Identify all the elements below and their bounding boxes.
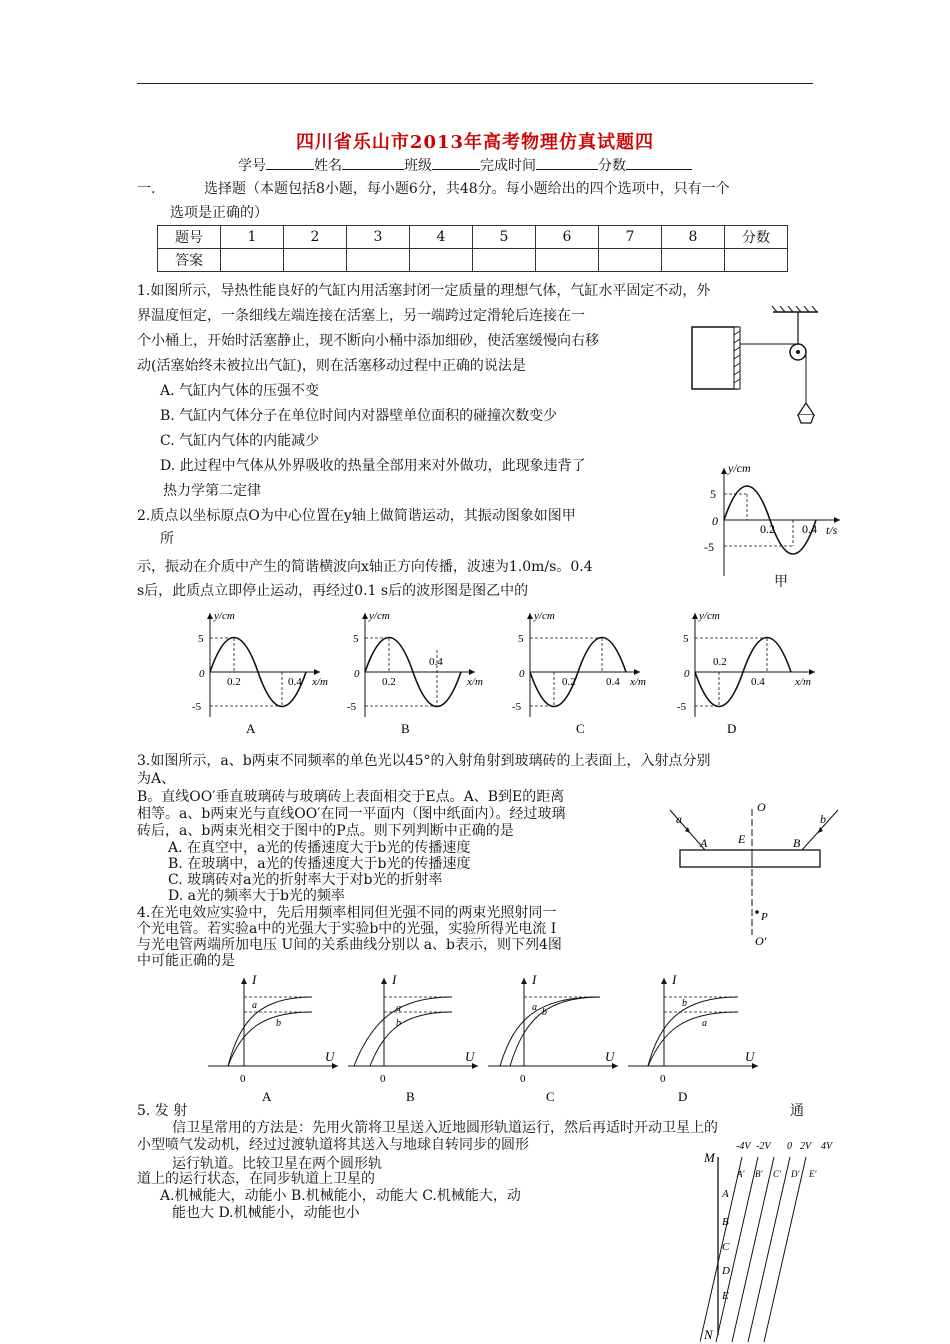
prime-point-label: D' <box>791 1169 800 1179</box>
q1-line3: 个小桶上，开始时活塞静止，现不断向小桶中添加细砂，使活塞缓慢向右移 <box>137 333 599 349</box>
class-blank[interactable] <box>432 155 480 170</box>
answer-cell[interactable] <box>284 249 347 272</box>
opt-b-label: B <box>401 721 410 736</box>
answer-cell[interactable] <box>599 249 662 272</box>
header-rule <box>137 83 813 84</box>
table-cell: 分数 <box>725 226 788 249</box>
point-label: D <box>722 1265 730 1277</box>
iu-b-curve-a: a <box>396 1003 401 1014</box>
iu-d-curve-a: a <box>702 1018 707 1029</box>
table-cell: 答案 <box>158 249 221 272</box>
q3-option-d: D. a光的频率大于b光的频率 <box>168 888 345 904</box>
answer-table-answer-row <box>158 249 788 272</box>
opt-b-y5: 5 <box>353 633 359 645</box>
jia-origin: 0 <box>712 514 718 528</box>
jia-y5: 5 <box>710 487 716 501</box>
opt-d-t2: 0.4 <box>751 676 765 688</box>
q3-line3: B。直线OO′垂直玻璃砖与玻璃砖上表面相交于E点。A、B到E的距离 <box>137 789 565 805</box>
wave-option-a <box>192 610 328 736</box>
page-title: 四川省乐山市2013年高考物理仿真试题四 <box>295 132 655 153</box>
iu-option-c <box>488 972 618 1104</box>
cylinder-pulley-figure <box>690 305 820 430</box>
potential-label: 0 <box>787 1141 792 1152</box>
q1-line4: 动(活塞始终未被拉出气缸)，则在活塞移动过程中正确的说法是 <box>137 358 526 374</box>
time-label: 完成时间 <box>480 158 536 174</box>
opt-a-xlabel: x/m <box>312 676 328 688</box>
opt-d-origin: 0 <box>684 668 690 680</box>
opt-c-y5: 5 <box>518 633 524 645</box>
iu-c-i: I <box>532 972 537 987</box>
iu-c-curve-a: a <box>532 1002 537 1013</box>
section-instructions-line1: 选择题（本题包括8小题，每小题6分，共48分。每小题给出的四个选项中，只有一个 <box>204 181 730 197</box>
q4-line3: 与光电管两端所加电压 U间的关系曲线分别以 a、b表示，则下列4图 <box>137 937 562 953</box>
answer-table-header-row <box>158 226 788 249</box>
glass-brick-figure <box>660 795 850 950</box>
iu-d-u: U <box>745 1049 755 1064</box>
point-label: A <box>722 1188 729 1200</box>
q1-line2: 界温度恒定，一条细线左端连接在活塞上，另一端跨过定滑轮后连接在一 <box>137 308 585 324</box>
iu-a-curve-b: b <box>276 1018 281 1029</box>
opt-a-t2: 0.4 <box>288 676 302 688</box>
table-cell: 8 <box>662 226 725 249</box>
q3-label-a-point: A <box>700 836 708 850</box>
q2-line3: 示，振动在介质中产生的简谐横波向x轴正方向传播，波速为1.0m/s。0.4 <box>137 559 593 575</box>
info-line <box>238 155 692 175</box>
q5-line2: 信卫星常用的方法是：先用火箭将卫星送入近地圆形轨道运行，然后再适时开动卫星上的 <box>172 1120 718 1136</box>
table-cell: 6 <box>536 226 599 249</box>
iu-a-origin: 0 <box>240 1073 246 1085</box>
opt-d-t1: 0.2 <box>713 656 727 668</box>
score-blank[interactable] <box>626 155 692 170</box>
section-instructions-line2: 选项是正确的） <box>170 205 268 221</box>
q1-option-d-cont: 热力学第二定律 <box>163 483 261 499</box>
point-label: B <box>722 1216 729 1228</box>
q1-option-b: B. 气缸内气体分子在单位时间内对器壁单位面积的碰撞次数变少 <box>160 408 558 424</box>
q3-option-b: B. 在玻璃中，a光的传播速度大于b光的传播速度 <box>168 856 471 872</box>
table-cell: 7 <box>599 226 662 249</box>
jia-yneg5: -5 <box>704 540 714 554</box>
q4-line2: 个光电管。若实验a中的光强大于实验b中的光强，实验所得光电流 I <box>137 921 557 937</box>
answer-cell[interactable] <box>221 249 284 272</box>
name-blank[interactable] <box>342 155 404 170</box>
iu-c-curve-b: b <box>542 1007 547 1018</box>
wave-options-figure <box>190 605 830 740</box>
section-number: 一. <box>137 181 156 197</box>
iu-b-curve-b: b <box>396 1018 401 1029</box>
q4-line1: 4.在光电效应实验中，先后用频率相同但光强不同的两束光照射同一 <box>137 905 557 921</box>
q3-line5: 砖后，a、b两束光相交于图中的P点。则下列判断中正确的是 <box>137 823 514 839</box>
q4-line4: 中可能正确的是 <box>137 953 235 969</box>
q3-line4: 相等。a、b两束光与直线OO′在同一平面内（图中纸面内）。经过玻璃 <box>137 806 566 822</box>
iu-d-origin: 0 <box>660 1073 666 1085</box>
iu-d-curve-b: b <box>682 998 687 1009</box>
opt-b-yneg5: -5 <box>347 701 357 713</box>
opt-c-t2: 0.4 <box>606 676 620 688</box>
iu-option-d <box>628 972 758 1104</box>
vibration-graph-jia <box>700 458 850 593</box>
q1-option-c: C. 气缸内气体的内能减少 <box>160 433 320 449</box>
iu-b-u: U <box>465 1049 475 1064</box>
prime-point-label: C' <box>773 1169 781 1179</box>
q3-label-p: P <box>761 911 768 923</box>
potential-label: -4V <box>736 1141 751 1152</box>
jia-xlabel: t/s <box>826 523 838 537</box>
iu-b-origin: 0 <box>380 1073 386 1085</box>
opt-a-ylabel: y/cm <box>214 610 235 622</box>
q5-options-line2: 能也大 D.机械能小，动能也小 <box>172 1205 360 1221</box>
opt-a-t1: 0.2 <box>227 676 241 688</box>
q3-label-b-point: B <box>793 836 801 850</box>
iu-a-label: A <box>262 1089 272 1104</box>
prime-point-label: E' <box>809 1169 817 1179</box>
iu-d-label: D <box>678 1089 688 1104</box>
photocurrent-options-figure <box>200 970 770 1105</box>
opt-d-y5: 5 <box>683 633 689 645</box>
iu-d-i: I <box>672 972 677 987</box>
iu-a-curve-a: a <box>252 1000 257 1011</box>
answer-table <box>157 225 788 272</box>
q3-line1: 3.如图所示，a、b两束不同频率的单色光以45°的入射角射到玻璃砖的上表面上，入射点分别 <box>137 753 711 769</box>
mn-label-m: M <box>704 1150 715 1165</box>
q1-option-d: D. 此过程中气体从外界吸收的热量全部用来对外做功，此现象违背了 <box>160 458 586 474</box>
opt-a-origin: 0 <box>199 668 205 680</box>
wave-option-b <box>347 610 483 736</box>
potential-label: 2V <box>800 1141 812 1152</box>
opt-a-label: A <box>246 721 256 736</box>
opt-a-yneg5: -5 <box>192 701 202 713</box>
opt-c-label: C <box>576 721 585 736</box>
jia-tick-02: 0.2 <box>760 522 775 536</box>
name-label: 姓名 <box>314 158 342 174</box>
student-no-label: 学号 <box>238 158 266 174</box>
opt-a-y5: 5 <box>198 633 204 645</box>
point-label: C <box>722 1241 730 1253</box>
jia-caption: 甲 <box>774 575 788 590</box>
answer-cell[interactable] <box>536 249 599 272</box>
q3-label-o: O <box>757 800 766 814</box>
iu-a-u: U <box>325 1049 335 1064</box>
iu-b-label: B <box>406 1089 415 1104</box>
mn-label-n: N <box>704 1327 713 1342</box>
opt-b-xlabel: x/m <box>467 676 483 688</box>
potential-label: -2V <box>756 1141 771 1152</box>
opt-d-xlabel: x/m <box>795 676 811 688</box>
table-cell: 2 <box>284 226 347 249</box>
table-cell: 题号 <box>158 226 221 249</box>
q2-line1: 2.质点以坐标原点O为中心位置在y轴上做简谐运动，其振动图象如图甲 <box>137 508 576 524</box>
opt-b-t1: 0.2 <box>382 676 396 688</box>
q5-line3: 小型喷气发动机，经过过渡轨道将其送入与地球自转同步的圆形 <box>137 1137 529 1153</box>
q3-label-e: E <box>738 832 746 846</box>
opt-b-ylabel: y/cm <box>369 610 390 622</box>
opt-b-origin: 0 <box>354 668 360 680</box>
table-cell: 3 <box>347 226 410 249</box>
opt-c-ylabel: y/cm <box>534 610 555 622</box>
table-cell: 5 <box>473 226 536 249</box>
iu-c-u: U <box>605 1049 615 1064</box>
class-label: 班级 <box>404 158 432 174</box>
opt-d-yneg5: -5 <box>677 701 687 713</box>
opt-b-t2: 0.4 <box>429 656 443 668</box>
q5-line5: 道上的运行状态，在同步轨道上卫星的 <box>137 1171 375 1187</box>
q5-line1-end: 通 <box>790 1103 804 1119</box>
q1-option-a: A. 气缸内气体的压强不变 <box>160 383 320 399</box>
q5-options-line1: A.机械能大，动能小 B.机械能小，动能大 C.机械能大，动 <box>160 1188 521 1204</box>
opt-d-label: D <box>727 721 737 736</box>
opt-c-origin: 0 <box>519 668 525 680</box>
jia-tick-04: 0.4 <box>802 522 817 536</box>
answer-cell[interactable] <box>662 249 725 272</box>
jia-ylabel: y/cm <box>728 461 751 475</box>
q5-line1-start: 5. 发 射 <box>137 1103 188 1119</box>
opt-d-ylabel: y/cm <box>699 610 720 622</box>
opt-c-xlabel: x/m <box>630 676 646 688</box>
opt-c-yneg5: -5 <box>512 701 522 713</box>
student-no-blank[interactable] <box>266 155 314 170</box>
potential-label: 4V <box>821 1141 833 1152</box>
iu-c-label: C <box>546 1089 555 1104</box>
opt-c-t1: 0.2 <box>562 676 576 688</box>
point-label: E <box>722 1290 729 1302</box>
q2-line4: s后，此质点立即停止运动，再经过0.1 s后的波形图是图乙中的 <box>137 583 529 599</box>
wave-option-d <box>677 610 815 736</box>
q3-option-c: C. 玻璃砖对a光的折射率大于对b光的折射率 <box>168 872 443 888</box>
iu-option-a <box>208 972 338 1104</box>
prime-point-label: A' <box>737 1169 745 1179</box>
q3-line2: 为A、 <box>137 771 176 787</box>
table-cell: 4 <box>410 226 473 249</box>
table-cell: 1 <box>221 226 284 249</box>
iu-a-i: I <box>252 972 257 987</box>
answer-cell[interactable] <box>347 249 410 272</box>
q3-label-ray-b: b <box>820 812 826 826</box>
answer-cell[interactable] <box>725 249 788 272</box>
q1-line1: 1.如图所示，导热性能良好的气缸内用活塞封闭一定质量的理想气体，气缸水平固定不动，外 <box>137 283 711 299</box>
wave-option-c <box>512 610 646 736</box>
iu-c-origin: 0 <box>520 1073 526 1085</box>
prime-point-label: B' <box>755 1169 763 1179</box>
q3-label-o-prime: O′ <box>755 934 767 948</box>
equipotential-figure <box>700 1137 840 1342</box>
q3-label-ray-a: a <box>676 812 682 826</box>
iu-option-b <box>348 972 478 1104</box>
q2-line2: 所 <box>160 531 174 547</box>
iu-b-i: I <box>392 972 397 987</box>
q3-option-a: A. 在真空中，a光的传播速度大于b光的传播速度 <box>168 840 471 856</box>
answer-cell[interactable] <box>473 249 536 272</box>
answer-cell[interactable] <box>410 249 473 272</box>
score-label: 分数 <box>598 158 626 174</box>
q5-line4: 运行轨道。比较卫星在两个圆形轨 <box>172 1156 382 1172</box>
time-blank[interactable] <box>536 155 598 170</box>
